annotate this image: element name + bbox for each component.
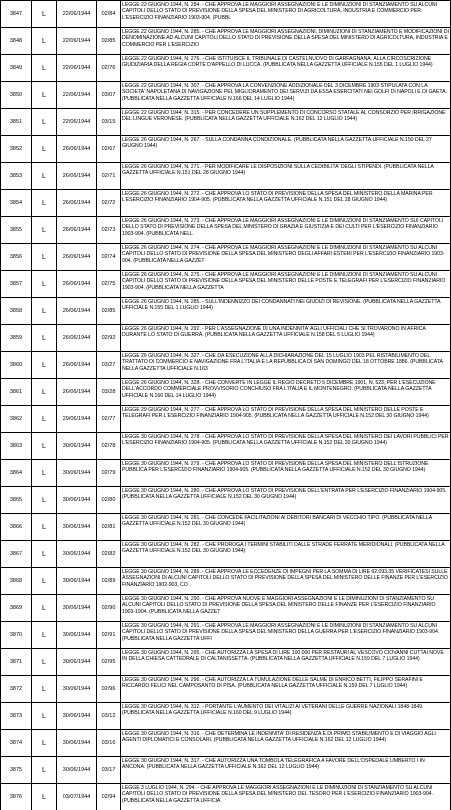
description-cell: LEGGE 26 GIUGNO 1944, N. 271. - PER MODIFICARE LE DISPOSIZIONI SULLA CEDIBILITA' DEGLI STIPENDI. (PUBBLICATA NELLA GAZZETTA UFFICIALE N.151 DEL 28 GIUGNO 1944)	[121, 163, 450, 189]
table-row	[0, 621, 451, 648]
record-number-cell: 3873	[1, 703, 31, 729]
table-row	[0, 783, 451, 810]
description-cell: LEGGE 30 GIUGNO 1944, N. 312. - PORTANTE L'AUMENTO DEI VITALIZI AI VETERANI DELLE GUERRE NAZIONALI 1848-1849. (PUBBLICATA NELLA GAZZETTA UFFICIALE N.160 DEL 9 LUGLIO 1944)	[121, 703, 450, 729]
date-cell: 22/06/1944	[57, 55, 96, 81]
document-type-cell: L	[32, 379, 56, 405]
law-code-cell: 02/92	[97, 325, 120, 351]
document-type-cell: L	[32, 55, 56, 81]
record-number-cell: 3852	[1, 136, 31, 162]
date-cell: 26/06/1944	[57, 352, 96, 378]
table-row	[0, 189, 451, 216]
date-cell: 26/06/1944	[57, 244, 96, 270]
record-number-cell: 3859	[1, 325, 31, 351]
table-row	[0, 405, 451, 432]
document-type-cell: L	[32, 757, 56, 783]
description-cell: LEGGE 26 GIUGNO 1944, N. 328. - CHE CONVERTE IN LEGGE IL REGIO DECRETO 5 DICEMBRE 1901, N. 523, PER L'ESECUZIONE DELL'ACCORDO COMMERCIALE PROVVISORIO CONCHIUSO FRA L'ITALIA E IL MONTENEGRO. (PUBBLICATA NELLA GAZZETTA UFFICIALE N.166 DEL 14 LUGLIO 1944)	[121, 379, 450, 405]
record-number-cell: 3854	[1, 190, 31, 216]
date-cell: 30/06/1944	[57, 460, 96, 486]
document-type-cell: L	[32, 784, 56, 810]
date-cell: 30/06/1944	[57, 541, 96, 567]
record-number-cell: 3848	[1, 28, 31, 54]
date-cell: 26/06/1944	[57, 298, 96, 324]
record-number-cell: 3855	[1, 217, 31, 243]
date-cell: 30/06/1944	[57, 757, 96, 783]
record-number-cell: 3868	[1, 568, 31, 594]
document-type-cell: L	[32, 190, 56, 216]
description-cell: LEGGE 30 GIUGNO 1944, N. 282. - CHE PROROGA I TERMINI STABILITI DALLE STRADE FERRATE MERIDIONALI. (PUBBLICATA NELLA GAZZETTA UFFICIALE N.152 DEL 30 GIUGNO 1944)	[121, 541, 450, 567]
record-number-cell: 3858	[1, 298, 31, 324]
law-code-cell: 02/67	[97, 136, 120, 162]
table-row	[0, 567, 451, 594]
date-cell: 26/06/1944	[57, 271, 96, 297]
table-row	[0, 324, 451, 351]
document-type-cell: L	[32, 82, 56, 108]
law-code-cell: 03/17	[97, 757, 120, 783]
record-number-cell: 3856	[1, 244, 31, 270]
table-row	[0, 702, 451, 729]
table-row	[0, 81, 451, 108]
description-cell: LEGGE 30 GIUGNO 1944, N. 278. - CHE APPROVA LO STATO DI PREVISIONE DELLA SPESA DEL MINISTERO DEI LAVORI PUBBLICI PER L'ESERCIZIO FINANZIARIO 1904-905. (PUBBLICATA NELLA GAZZETTA UFFICIALE N.152 DEL 30 GIUGNO 1944)	[121, 433, 450, 459]
table-row	[0, 297, 451, 324]
table-row	[0, 351, 451, 378]
law-code-cell: 03/15	[97, 109, 120, 135]
description-cell: LEGGE 30 GIUGNO 1944, N. 281. - CHE CONCEDE FACILITAZIONI AI DEBITORI BANCARI DI VECCHIO TIPO. (PUBBLICATA NELLA GAZZETTA UFFICIALE N.152 DEL 30 GIUGNO 1944)	[121, 514, 450, 540]
table-row	[0, 0, 451, 27]
description-cell: LEGGE 22 GIUGNO 1944, N. 284. - CHE APPROVA LE MAGGIORI ASSEGNAZIONI E LE DIMINUZIONI DI STANZIAMENTO SU ALCUNI CAPITOLI DELLO STATO DI PREVISIONE DELLA SPESA DEL MINISTERO DI AGRICOLTURA, INDUSTRIA E COMMERCIO PER L'ESERCIZIO FINANZIARIO 1903-904. (PUBBL	[121, 1, 450, 27]
description-cell: LEGGE 26 GIUGNO 1944, N. 292. - PER L'ASSEGNAZIONE DI UNA INDENNITA' AGLI UFFICIALI CHE SI TROVARONO IN AFRICA DURANTE LO STATO DI GUERRA. (PUBBLICATA NELLA GAZZETTA UFFICIALE N.158 DEL 5 LUGLIO 1944)	[121, 325, 450, 351]
description-cell: LEGGE 26 GIUGNO 1944, N. 275. - CHE APPROVA LE MAGGIORI ASSEGNAZIONI E LE DIMINUZIONI DI STANZIAMENTO SU ALCUNI CAPITOLI DELLO STATO DI PREVISIONE DELLA SPESA DEL MINISTERO DELLE POSTE E TELEGRAFI PER L'ESERCIZIO FINANZIARIO 1903-904. (PUBBLICATA NELLA GAZZETTA	[121, 271, 450, 297]
table-row	[0, 756, 451, 783]
description-cell: LEGGE 26 GIUGNO 1944, N. 274. - CHE APPROVA LE MAGGIORI ASSEGNAZIONI E LE DIMINUZIONI DI STANZIAMENTO SU ALCUNI CAPITOLI DELLO STATO DI PREVISIONE DELLA SPESA DEL MINISTERO DEGLI AFFARI ESTERI PER L'ESERCIZIO FINANZIARIO 1903-904. (PUBBLICATA NELLA GAZZET	[121, 244, 450, 270]
date-cell: 30/06/1944	[57, 730, 96, 756]
document-type-cell: L	[32, 325, 56, 351]
description-cell: LEGGE 30 GIUGNO 1944, N. 296. - CHE AUTORIZZA LA TUMULAZIONE DELLE SALME DI ENRICO BETTI, FILIPPO SERAFINI E RICCARDO FELICI NEL CAMPOSANTO DI PISA. (PUBBLICATA NELLA GAZZETTA UFFICIALE N.159 DEL 7 LUGLIO 1944)	[121, 676, 450, 702]
law-code-cell: 03/27	[97, 352, 120, 378]
document-type-cell: L	[32, 433, 56, 459]
document-type-cell: L	[32, 487, 56, 513]
document-type-cell: L	[32, 271, 56, 297]
description-cell: LEGGE 22 GIUGNO 1944, N. 315. - PER CONCEDERE UN SUPPLEMENTO DI CONCORSO STATALE AL CONSORZIO PER IRRIGAZIONE DEL LINGUE VERONESE. (PUBBLICATA NELLA GAZZETTA UFFICIALE N.162 DEL 12 LUGLIO 1944)	[121, 109, 450, 135]
document-type-cell: L	[32, 352, 56, 378]
law-code-cell: 02/71	[97, 163, 120, 189]
table-row	[0, 162, 451, 189]
description-cell: LEGGE 26 GIUGNO 1944, N. 285. - SULL'INDENNIZZO DEI CONDANNATI NEI GIUDIZI DI REVISIONE. (PUBBLICATA NELLA GAZZETTA UFFICIALE N.155 DEL 1 LUGLIO 1944)	[121, 298, 450, 324]
date-cell: 30/06/1944	[57, 622, 96, 648]
date-cell: 22/06/1944	[57, 28, 96, 54]
record-number-cell: 3850	[1, 82, 31, 108]
document-type-cell: L	[32, 676, 56, 702]
law-code-cell: 02/94	[97, 784, 120, 810]
record-number-cell: 3853	[1, 163, 31, 189]
document-type-cell: L	[32, 730, 56, 756]
date-cell: 30/06/1944	[57, 676, 96, 702]
date-cell: 30/06/1944	[57, 595, 96, 621]
law-code-cell: 02/82	[97, 541, 120, 567]
table-row	[0, 135, 451, 162]
record-number-cell: 3860	[1, 352, 31, 378]
description-cell: LEGGE 26 GIUGNO 1944, N. 327. - CHE DA ESECUZIONE ALLA DICHIARAZIONE DEL 15 LUGLIO 1903 PEL RISTABILIMENTO DEL TRATTATO DI COMMERCIO E NAVIGAZIONE FRA L'ITALIA E LA REPUBBLICA DI SAN DOMINGO DEL 18 OTTOBRE 1886. (PUBBLICATA NELLA GAZZETTA UFFICIALE N.163	[121, 352, 450, 378]
description-cell: LEGGE 30 GIUGNO 1944, N. 317. - CHE AUTORIZZA UNA TOMBOLA TELEGRAFICA A FAVORE DELL'OSPEDALE UMBERTO I IN ANCONA. (PUBBLICATA NELLA GAZZETTA UFFICIALE N.162 DEL 12 LUGLIO 1944)	[121, 757, 450, 783]
record-number-cell: 3849	[1, 55, 31, 81]
law-code-cell: 03/12	[97, 703, 120, 729]
law-code-cell: 02/84	[97, 1, 120, 27]
law-code-cell: 02/91	[97, 622, 120, 648]
record-number-cell: 3866	[1, 514, 31, 540]
description-cell: LEGGE 26 GIUGNO 1944, N. 267. - SULLA CONDANNA CONDIZIONALE. (PUBBLICATA NELLA GAZZETTA UFFICIALE N.150 DEL 27 GIUGNO 1944)	[121, 136, 450, 162]
document-type-cell: L	[32, 622, 56, 648]
description-cell: LEGGE 22 GIUGNO 1944, N. 285. - CHE APPROVA LE MAGGIORI ASSEGNAZIONI, DIMINUZIONI DI STANZIAMENTO E MODIFICAZIONI DI DENOMINAZIONE AD ALCUNI CAPITOLI DELLO STATO DI PREVISIONE DELLA SPESA DEL MINISTERO DI AGRICOLTURA, INDUSTRIA E COMMERCIO PER L'ESERCIZIO	[121, 28, 450, 54]
description-cell: LEGGE 30 GIUGNO 1944, N. 295. - CHE AUTORIZZA LA SPESA DI LIRE 100.000 PER RESTAURI AL VESCOVO CIOVANNI CUTTAI NOVE IN DELLA CHIESA CATTEDRALE DI CALTANISSETTA. (PUBBLICATA NELLA GAZZETTA UFFICIALE N.159 DEL 7 LUGLIO 1944)	[121, 649, 450, 675]
document-type-cell: L	[32, 460, 56, 486]
document-type-cell: L	[32, 28, 56, 54]
description-cell: LEGGE 3 LUGLIO 1944, N. 294. - CHE APPROVA LE MAGGIORI ASSEGNAZIONI E LE DIMINUZIONI DI STANZIAMENTO SU ALCUNI CAPITOLI DELLO STATO DI PREVISIONE DELLA SPESA DEL MINISTERO DEL TESORO PER L'ESERCIZIO FINANZIARIO 1903-904. (PUBBLICATA NELLA GAZZETTA UFFICIA	[121, 784, 450, 810]
law-code-cell: 02/75	[97, 271, 120, 297]
date-cell: 26/06/1944	[57, 190, 96, 216]
law-code-cell: 02/78	[97, 433, 120, 459]
table-row	[0, 27, 451, 54]
law-code-cell: 03/28	[97, 379, 120, 405]
document-type-cell: L	[32, 406, 56, 432]
law-code-cell: 02/79	[97, 460, 120, 486]
description-cell: LEGGE 30 GIUGNO 1944, N. 316. - CHE DETERMINA LE INDENNITA' DI RESIDENZA E DI PRIMO STABILIMENTO E DI VIAGGIO AGLI AGENTI DIPLOMATICI E CONSOLARI. (PUBBLICATA NELLA GAZZETTA UFFICIALE N.162 DEL 12 LUGLIO 1944)	[121, 730, 450, 756]
document-type-cell: L	[32, 541, 56, 567]
record-number-cell: 3872	[1, 676, 31, 702]
document-type-cell: L	[32, 514, 56, 540]
table-row	[0, 216, 451, 243]
law-code-cell: 02/74	[97, 244, 120, 270]
date-cell: 29/06/1944	[57, 406, 96, 432]
date-cell: 30/06/1944	[57, 514, 96, 540]
description-cell: LEGGE 30 GIUGNO 1944, N. 291. - CHE APPROVA LE MAGGIORI ASSEGNAZIONI E LE DIMINUZIONI DI STANZIAMENTO SU ALCUNI CAPITOLI DELLO STATO DI PREVISIONE DELLA SPESA DEL MINISTERO DELLA GUERRA PER L'ESERCIZIO FINANZIARIO 1903-904. (PUBBLICATA NELLA GAZZETTA UFFI	[121, 622, 450, 648]
table-row	[0, 459, 451, 486]
description-cell: LEGGE 29 GIUGNO 1944, N. 277. - CHE APPROVA LO STATO DI PREVISIONE DELLA SPESA DEL MINISTERO DELLE POSTE E TELEGRAFI PER L'ESERCIZIO FINANZIARIO 1904-905. (PUBBLICATA NELLA GAZZETTA UFFICIALE N.152 DEL 30 GIUGNO 1944)	[121, 406, 450, 432]
date-cell: 22/06/1944	[57, 1, 96, 27]
description-cell: LEGGE 22 GIUGNO 1944, N. 307. - CHE APPROVA LA CONVENZIONE ADDIZIONALE DEL 3 DICEMBRE 1903 STIPULATA CON LA SOCIETA' NAPOLETANA DI NAVIGAZIONE PEL MIGLIORAMENTO DEI SERVIZI DA ESSA ESERCITATI NEI GOLFI DI NAPOLI E DI GAETA. (PUBBLICATA NELLA GAZZETTA UFFICIALE N.166 DEL 14 LUGLIO 1944)	[121, 82, 450, 108]
document-type-cell: L	[32, 703, 56, 729]
date-cell: 26/06/1944	[57, 379, 96, 405]
table-row	[0, 108, 451, 135]
record-number-cell: 3857	[1, 271, 31, 297]
date-cell: 26/06/1944	[57, 217, 96, 243]
table-row	[0, 432, 451, 459]
table-row	[0, 54, 451, 81]
record-number-cell: 3871	[1, 649, 31, 675]
date-cell: 30/06/1944	[57, 703, 96, 729]
law-code-cell: 02/89	[97, 568, 120, 594]
table-row	[0, 243, 451, 270]
document-type-cell: L	[32, 595, 56, 621]
law-code-cell: 02/80	[97, 487, 120, 513]
description-cell: LEGGE 30 GIUGNO 1944, N. 280. - CHE APPROVA LO STATO DI PREVISIONE DELL'ENTRATA PER L'ESERCIZIO FINANZIARIO 1904-905. (PUBBLICATA NELLA GAZZETTA UFFICIALE N.152 DEL 30 GIUGNO 1944)	[121, 487, 450, 513]
date-cell: 03/07/1944	[57, 784, 96, 810]
document-type-cell: L	[32, 1, 56, 27]
law-code-cell: 02/72	[97, 190, 120, 216]
law-code-cell: 02/85	[97, 298, 120, 324]
record-number-cell: 3874	[1, 730, 31, 756]
law-code-cell: 02/96	[97, 676, 120, 702]
table-row	[0, 729, 451, 756]
description-cell: LEGGE 26 GIUGNO 1944, N. 272. - CHE APPROVA LO STATO DI PREVISIONE DELLA SPESA DEL MINISTERO DELLA MARINA PER L'ESERCIZIO FINANZIARIO 1904-905. (PUBBLICATA NELLA GAZZETTA UFFICIALE N.151 DEL 28 GIUGNO 1944)	[121, 190, 450, 216]
document-type-cell: L	[32, 109, 56, 135]
table-row	[0, 675, 451, 702]
law-code-cell: 03/07	[97, 82, 120, 108]
document-type-cell: L	[32, 217, 56, 243]
document-type-cell: L	[32, 298, 56, 324]
law-code-cell: 02/81	[97, 514, 120, 540]
law-code-cell: 02/85	[97, 28, 120, 54]
document-type-cell: L	[32, 244, 56, 270]
record-number-cell: 3863	[1, 433, 31, 459]
record-number-cell: 3875	[1, 757, 31, 783]
table-row	[0, 378, 451, 405]
record-number-cell: 3861	[1, 379, 31, 405]
document-type-cell: L	[32, 649, 56, 675]
law-code-cell: 02/73	[97, 217, 120, 243]
description-cell: LEGGE 30 GIUGNO 1944, N. 289. - CHE APPROVA LE ECCEDENZE DI IMPEGNI PER LA SOMMA DI LIRE 62.093,35 VERIFICATESI SULLE ASSEGNAZIONI DI ALCUNI CAPITOLI DELLO STATO DI PREVISIONE DELLA SPESA DEL MINISTERO DELLE FINANZE PER L'ESERCIZIO FINANZIARIO 1902-903, CO	[121, 568, 450, 594]
date-cell: 26/06/1944	[57, 325, 96, 351]
table-row	[0, 648, 451, 675]
table-row	[0, 594, 451, 621]
law-code-cell: 02/76	[97, 55, 120, 81]
date-cell: 30/06/1944	[57, 487, 96, 513]
record-number-cell: 3867	[1, 541, 31, 567]
table-row	[0, 270, 451, 297]
record-number-cell: 3864	[1, 460, 31, 486]
record-number-cell: 3847	[1, 1, 31, 27]
date-cell: 22/06/1944	[57, 82, 96, 108]
record-number-cell: 3869	[1, 595, 31, 621]
table-row	[0, 540, 451, 567]
table-row	[0, 486, 451, 513]
law-code-cell: 02/95	[97, 649, 120, 675]
record-number-cell: 3851	[1, 109, 31, 135]
date-cell: 30/06/1944	[57, 649, 96, 675]
record-number-cell: 3876	[1, 784, 31, 810]
law-code-cell: 02/77	[97, 406, 120, 432]
law-code-cell: 03/16	[97, 730, 120, 756]
document-type-cell: L	[32, 136, 56, 162]
description-cell: LEGGE 22 GIUGNO 1944, N. 276. - CHE ISTITUISCE IL TRIBUNALE DI CASTELNUOVO DI GARFAGNANA, ALLA CIRCOSCRIZIONE GIUDIZIARIA DELLA REGIA CORTE D'APPELLO DI LUCCA. (PUBBLICATA NELLA GAZZETTA UFFICIALE N.155 DEL 1 LUGLIO 1944)	[121, 55, 450, 81]
description-cell: LEGGE 26 GIUGNO 1944, N. 273. - CHE APPROVA LE MAGGIORI ASSEGNAZIONI E LE DIMINUZIONI DI STANZIAMENTO SUI CAPITOLI DELLO STATO DI PREVISIONE DELLA SPESA DEL MINISTERO DI GRAZIA E GIUSTIZIA E DEI CULTI PER L'ESERCIZIO FINANZIARIO 1903-904. (PUBBLICATA NELL	[121, 217, 450, 243]
document-type-cell: L	[32, 568, 56, 594]
table-row	[0, 513, 451, 540]
description-cell: LEGGE 30 GIUGNO 1944, N. 290. - CHE APPROVA NUOVE E MAGGIORI ASSEGNAZIONI E LE DIMINUZIONI DI STANZIAMENTO SU ALCUNI CAPITOLI DELLO STATO DI PREVISIONE DELLA SPESA DEL MINISTERO DELLE FINANZE PER L'ESERCIZIO FINANZIARIO 1903-1904. (PUBBLICATA NELLA GAZZET	[121, 595, 450, 621]
date-cell: 26/06/1944	[57, 163, 96, 189]
law-code-cell: 02/90	[97, 595, 120, 621]
date-cell: 22/06/1944	[57, 109, 96, 135]
record-number-cell: 3870	[1, 622, 31, 648]
date-cell: 26/06/1944	[57, 136, 96, 162]
record-number-cell: 3865	[1, 487, 31, 513]
document-type-cell: L	[32, 163, 56, 189]
record-number-cell: 3862	[1, 406, 31, 432]
date-cell: 30/06/1944	[57, 433, 96, 459]
date-cell: 30/06/1944	[57, 568, 96, 594]
description-cell: LEGGE 30 GIUGNO 1944, N. 279. - CHE APPROVA LO STATO DI PREVISIONE DELLA SPESA DEL MINISTERO DELL'ISTRUZIONE PUBBLICA PER L'ESERCIZIO FINANZIARIO 1904-905. (PUBBLICATA NELLA GAZZETTA UFFICIALE N.152 DEL 30 GIUGNO 1944)	[121, 460, 450, 486]
